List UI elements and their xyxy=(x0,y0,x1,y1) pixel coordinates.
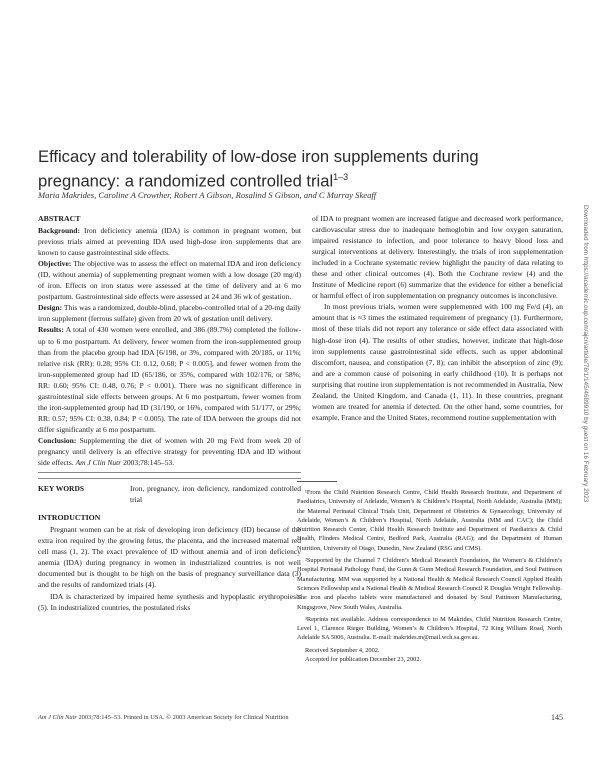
right-paragraph-1: of IDA to pregnant women are increased fatigue and decreased work performance, cardiovascular stress due to inadequate hemoglobin and low oxygen saturation, impaired resistance to infection, and poor tolerance to heavy blood loss and surgical interventions at delivery. Interestingly, the trials of iron supplementation included in a Cochrane systematic review highlight the paucity of data relating to these and other clinical outcomes (4). Both the Cochrane review (4) and the Institute of Medicine report (6) summarize that the evidence for either a beneficial or harmful effect of iron supplementation on pregnancy outcomes is inconclusive. xyxy=(312,214,563,301)
abstract-design xyxy=(38,302,301,324)
author-list: Maria Makrides, Caroline A Crowther, Robert A Gibson, Rosalind S Gibson, and C Murray Skeaff xyxy=(38,190,377,200)
right-paragraph-2: In most previous trials, women were supplemented with 100 mg Fe/d (4), an amount that is ≈3 times the estimated requirement of pregnancy (1). Furthermore, most of these trials did not report any tolerance or side effect data associated with high-dose iron (4). The results of other studies, however, indicate that high-dose iron supplements cause gastrointestinal side effects, such as upper abdominal discomfort, nausea, and constipation (7, 8); can inhibit the absorption of zinc (9); and are a common cause of poisoning in early childhood (10). It is perhaps not surprising that routine iron supplementation is not recommended in Australia, New Zealand, the United Kingdom, and Canada (1, 11). In these countries, pregnant women are treated for anemia if detected. On the other hand, some countries, for example, France and the United States, recommend routine supplementation with xyxy=(312,302,563,422)
citation-details: 2003;78:145–53. xyxy=(121,458,175,468)
introduction-paragraph-1: Pregnant women can be at risk of developing iron deficiency (ID) because of the extra iron required by the growing fetus, the placenta, and the increased maternal red cell mass (1, 2). The exact prevalence of ID without anemia and of iron deficiency anemia (IDA) during pregnancy in women in industrialized countries is not well documented but is thought to be high on the basis of pregnancy surveillance data (3) and the results of randomized trials (4). xyxy=(38,525,301,590)
abstract-heading: ABSTRACT xyxy=(38,214,81,223)
abstract-conclusion xyxy=(38,435,301,468)
keywords-block xyxy=(38,478,301,505)
article-title xyxy=(38,147,558,192)
design-label: Design: xyxy=(38,303,63,313)
footnote-affiliations: ¹From the Child Nutrition Research Centre, Child Health Research Institute, and Department of Paediatrics, University of Adelaide, Women’s & Children’s Hospital, North Adelaide, Australia (MM); the Maternal Perinatal Clinical Trials Unit, Department of Obstetrics & Gynaecology, University of Adelaide, Women’s & Children’s Hospital, North Adelaide, Australia (MM and CAC); the Child Nutrition Research Center, Child Health Research Institute and Department of Paediatrics & Child Health, Flinders Medical Centre, Bedford Park, Australia (RAG); and the Department of Human Nutrition, University of Otago, Dunedin, New Zealand (RSG and CMS). xyxy=(297,489,562,552)
title-footnote-marker: 1–3 xyxy=(333,172,349,182)
results-text: A total of 430 women were enrolled, and 386 (89.7%) completed the follow-up to 6 mo postpartum. At delivery, fewer women from the iron-supplemented group than from the placebo group had IDA [6/198, or 3%, compared with 20/185, or 11%; relative risk (RR): 0.28; 95% CI: 0.12, 0.68; P < 0.005], and fewer women from the iron-supplemented group had ID (65/186, or 35%, compared with 102/176, or 58%; RR: 0.60; 95% CI: 0.48, 0.76; P < 0.001). There was no significant difference in gastrointestinal side effects between groups. At 6 mo postpartum, fewer women from the iron-supplemented group had ID (31/190, or 16%, compared with 51/177, or 29%; RR: 0.57; 95% CI: 0.38, 0.84; P < 0.005). The rate of IDA between the groups did not differ significantly at 6 mo postpartum. xyxy=(38,325,301,434)
footer-info: 2003;78:145–53. Printed in USA. © 2003 American Society for Clinical Nutrition xyxy=(76,714,289,721)
citation-journal: Am J Clin Nutr xyxy=(75,458,122,468)
received-date: Received September 4, 2002. xyxy=(305,646,380,654)
conclusion-label: Conclusion: xyxy=(38,435,77,445)
design-text: This was a randomized, double-blind, placebo-controlled trial of a 20-mg daily iron supplement (ferrous sulfate) given from 20 wk of gestation until delivery. xyxy=(38,303,301,324)
right-column xyxy=(312,213,563,423)
footer-journal: Am J Clin Nutr xyxy=(38,714,77,721)
abstract-block xyxy=(38,213,301,473)
objective-label: Objective: xyxy=(38,259,72,269)
accepted-date: Accepted for publication December 23, 2002. xyxy=(305,656,422,664)
conclusion-text: Supplementing the diet of women with 20 mg Fe/d from week 20 of pregnancy until delivery is an effective strategy for preventing IDA and ID without side effects. xyxy=(38,435,301,468)
background-label: Background: xyxy=(38,226,80,236)
abstract-background xyxy=(38,225,301,258)
download-watermark: Downloaded from https://academic.oup.com/ajcn/article/78/1/145/4689910 by guest on 16 February 2023 xyxy=(582,205,589,503)
abstract-objective xyxy=(38,258,301,302)
left-column xyxy=(38,213,301,613)
background-text: Iron deficiency anemia (IDA) is common in pregnant women, but previous trials aimed at preventing IDA used high-dose iron supplements that are known to cause gastrointestinal side effects. xyxy=(38,226,301,258)
footnote-correspondence: ³Reprints not available. Address correspondence to M Makrides, Child Nutrition Research Centre, Level 1, Clarence Rieger Building, Women’s & Children’s Hospital, 72 King William Road, North Adelaide SA 5006, Australia. E-mail: makrides.m@mail.wch.sa.gov.au. xyxy=(297,615,562,642)
keywords-text: Iron, pregnancy, iron deficiency, randomized controlled trial xyxy=(130,484,301,505)
footnote-funding: ²Supported by the Channel 7 Children’s Medical Research Foundation, the Women’s & Children’s Hospital Perinatal Pathology Fund, the Gunn & Gunn Medical Research Foundation, and Soul Pattinson Manufacturing. MM was supported by a National Health & Medical Research Council Applied Health Sciences Fellowship and a National Health & Medical Research Council R Douglas Wright Fellowship. The iron and placebo tablets were manufactured and donated by Soul Pattinson Manufacturing, Kingsgrove, New South Wales, Australia. xyxy=(297,557,562,611)
objective-text: The objective was to assess the effect on maternal IDA and iron deficiency (ID, without anemia) of supplementing pregnant women with a low dosage (20 mg/d) of iron. Effects on iron status were assessed at the time of delivery and at 6 mo postpartum. Gastrointestinal side effects were assessed at 24 and 36 wk of gestation. xyxy=(38,259,301,302)
introduction-paragraph-2: IDA is characterized by impaired heme synthesis and hypoplastic erythropoiesis (5). In industrialized countries, the postulated risks xyxy=(38,591,301,612)
results-label: Results: xyxy=(38,325,64,335)
footnotes xyxy=(297,481,562,664)
page-number: 145 xyxy=(551,713,563,722)
footnote-divider xyxy=(297,481,337,482)
abstract-results xyxy=(38,324,301,434)
introduction-heading: INTRODUCTION xyxy=(38,513,101,523)
page-footer xyxy=(38,714,563,721)
title-text: Efficacy and tolerability of low-dose iron supplements during pregnancy: a randomized controlled trial xyxy=(38,147,479,191)
keywords-heading: KEY WORDS xyxy=(38,484,85,494)
